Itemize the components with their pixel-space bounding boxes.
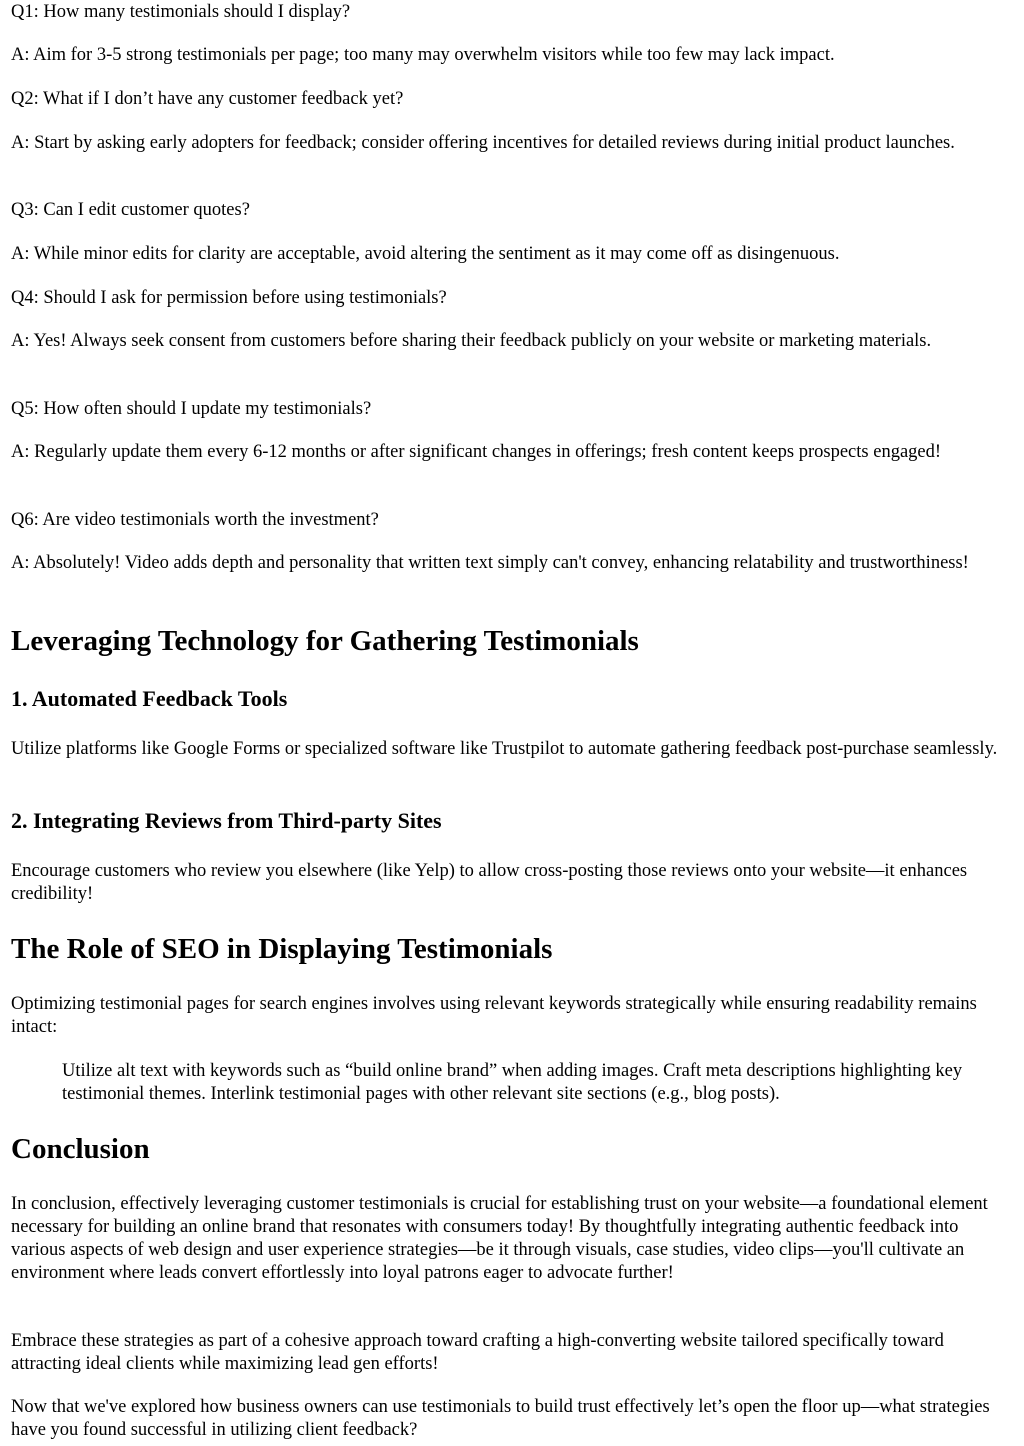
faq-answer-5: A: Regularly update them every 6-12 months or after significant changes in offerings; fresh content keeps prospects engaged! <box>11 442 942 462</box>
faq-answer-6: A: Absolutely! Video adds depth and personality that written text simply can't convey, enhancing relatability and trustworthiness! <box>11 553 969 573</box>
faq-question-4: Q4: Should I ask for permission before using testimonials? <box>11 288 447 308</box>
faq-question-3: Q3: Can I edit customer quotes? <box>11 200 250 220</box>
faq-question-2: Q2: What if I don’t have any customer feedback yet? <box>11 89 404 109</box>
faq-answer-1: A: Aim for 3-5 strong testimonials per page; too many may overwhelm visitors while too few may lack impact. <box>11 45 835 65</box>
faq-question-5: Q5: How often should I update my testimonials? <box>11 399 372 419</box>
paragraph-third-party-reviews: Encourage customers who review you elsewhere (like Yelp) to allow cross-posting those reviews onto your website—it enhances credibility! <box>11 861 968 904</box>
paragraph-seo-intro: Optimizing testimonial pages for search engines involves using relevant keywords strategically while ensuring readability remains intact: <box>11 994 977 1037</box>
section-heading-technology: Leveraging Technology for Gathering Testimonials <box>11 625 639 657</box>
faq-answer-3: A: While minor edits for clarity are acceptable, avoid altering the sentiment as it may come off as disingenuous. <box>11 244 840 264</box>
blockquote-seo-tips: Utilize alt text with keywords such as “build online brand” when adding images. Craft meta descriptions highlighting key testimonial themes. Interlink testimonial pages with other relevant site sections (e.g., blog posts). <box>62 1061 963 1104</box>
faq-question-1: Q1: How many testimonials should I display? <box>11 2 351 22</box>
section-heading-conclusion: Conclusion <box>11 1133 150 1165</box>
paragraph-conclusion-1: In conclusion, effectively leveraging customer testimonials is crucial for establishing trust on your website—a foundational element necessary for building an online brand that resonates with consumers today! By thoughtfully integrating authentic feedback into various aspects of web design and user experience strategies—be it through visuals, case studies, video clips—you'll cultivate an environment where leads convert effortlessly into loyal patrons eager to advocate further! <box>11 1194 988 1283</box>
section-heading-seo: The Role of SEO in Displaying Testimonials <box>11 933 553 965</box>
faq-question-6: Q6: Are video testimonials worth the investment? <box>11 510 379 530</box>
paragraph-conclusion-2: Embrace these strategies as part of a cohesive approach toward crafting a high-converting website tailored specifically toward attracting ideal clients while maximizing lead gen efforts! <box>11 1331 944 1374</box>
paragraph-automated-feedback-tools: Utilize platforms like Google Forms or specialized software like Trustpilot to automate gathering feedback post-purchase seamlessly. <box>11 739 998 759</box>
faq-answer-4: A: Yes! Always seek consent from customers before sharing their feedback publicly on your website or marketing materials. <box>11 331 932 351</box>
faq-answer-2: A: Start by asking early adopters for feedback; consider offering incentives for detailed reviews during initial product launches. <box>11 133 955 153</box>
subheading-third-party-reviews: 2. Integrating Reviews from Third-party Sites <box>11 808 442 833</box>
subheading-automated-feedback-tools: 1. Automated Feedback Tools <box>11 686 288 711</box>
paragraph-conclusion-3: Now that we've explored how business owners can use testimonials to build trust effectively let’s open the floor up—what strategies have you found successful in utilizing client feedback? <box>11 1397 990 1440</box>
